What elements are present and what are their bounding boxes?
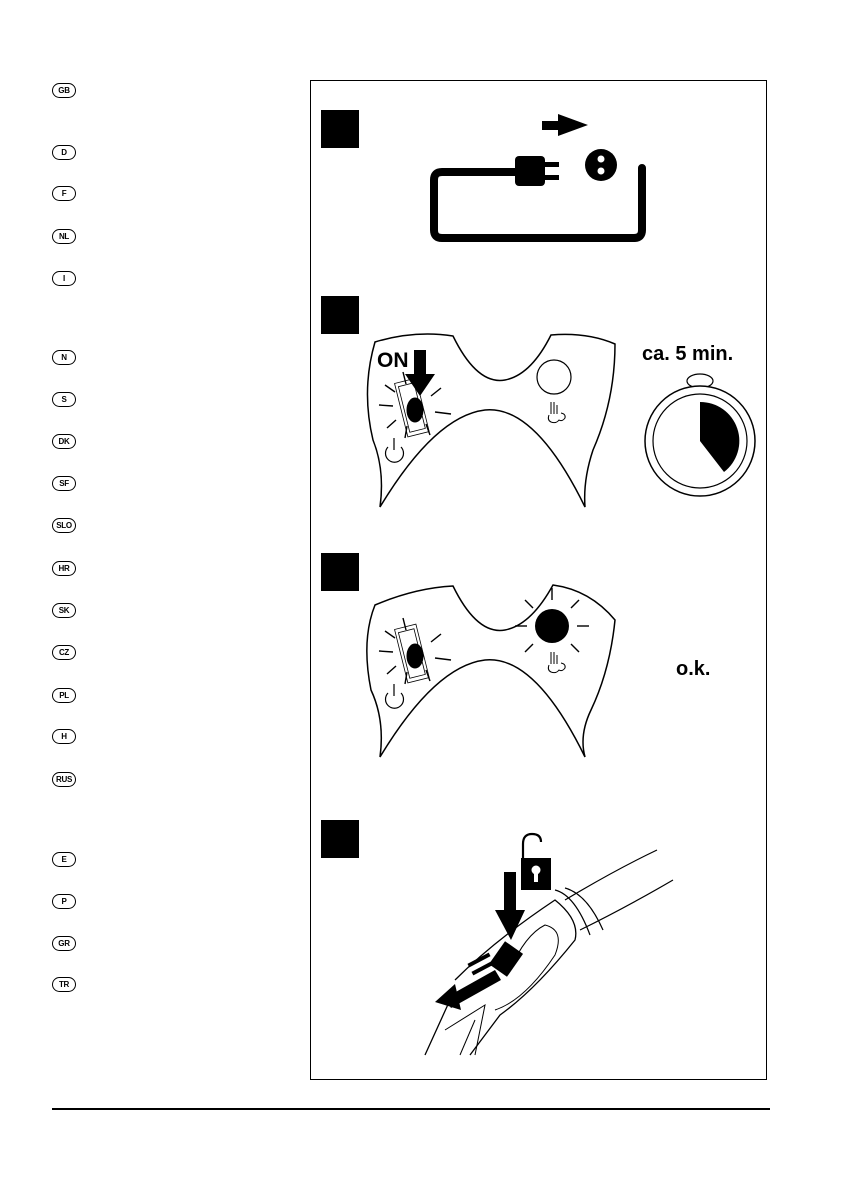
time-label: ca. 5 min.: [642, 343, 734, 365]
stopwatch-icon: [640, 372, 760, 502]
step-marker-3: [321, 553, 359, 591]
language-badge: RUS: [52, 772, 76, 787]
step-marker-1: [321, 110, 359, 148]
language-badge: GR: [52, 936, 76, 951]
step4-illustration: [415, 830, 675, 1060]
arrow-icon: [542, 114, 588, 136]
indicator-light: [537, 360, 571, 394]
indicator-light: [535, 609, 569, 643]
language-badge: SF: [52, 476, 76, 491]
step1-illustration: [420, 108, 660, 248]
language-badge: CZ: [52, 645, 76, 660]
language-badge: DK: [52, 434, 76, 449]
step-marker-2: [321, 296, 359, 334]
plug-icon: [515, 156, 559, 186]
language-badge: I: [52, 271, 76, 286]
control-panel-step3: [355, 580, 620, 760]
language-badge: TR: [52, 977, 76, 992]
language-badge: H: [52, 729, 76, 744]
language-badge: SLO: [52, 518, 76, 533]
language-badge: P: [52, 894, 76, 909]
language-badge: D: [52, 145, 76, 160]
arrow-icon: [495, 872, 525, 940]
language-badge: F: [52, 186, 76, 201]
language-badge: NL: [52, 229, 76, 244]
language-badge: S: [52, 392, 76, 407]
language-badge: SK: [52, 603, 76, 618]
on-label: ON: [377, 349, 409, 372]
language-badge: HR: [52, 561, 76, 576]
step-marker-4: [321, 820, 359, 858]
language-badge: N: [52, 350, 76, 365]
language-badge: E: [52, 852, 76, 867]
socket-icon: [585, 149, 617, 181]
ok-label: o.k.: [676, 658, 711, 680]
lock-open-icon: [521, 834, 551, 890]
language-badge: PL: [52, 688, 76, 703]
language-badge: GB: [52, 83, 76, 98]
footer-divider: [52, 1108, 770, 1110]
